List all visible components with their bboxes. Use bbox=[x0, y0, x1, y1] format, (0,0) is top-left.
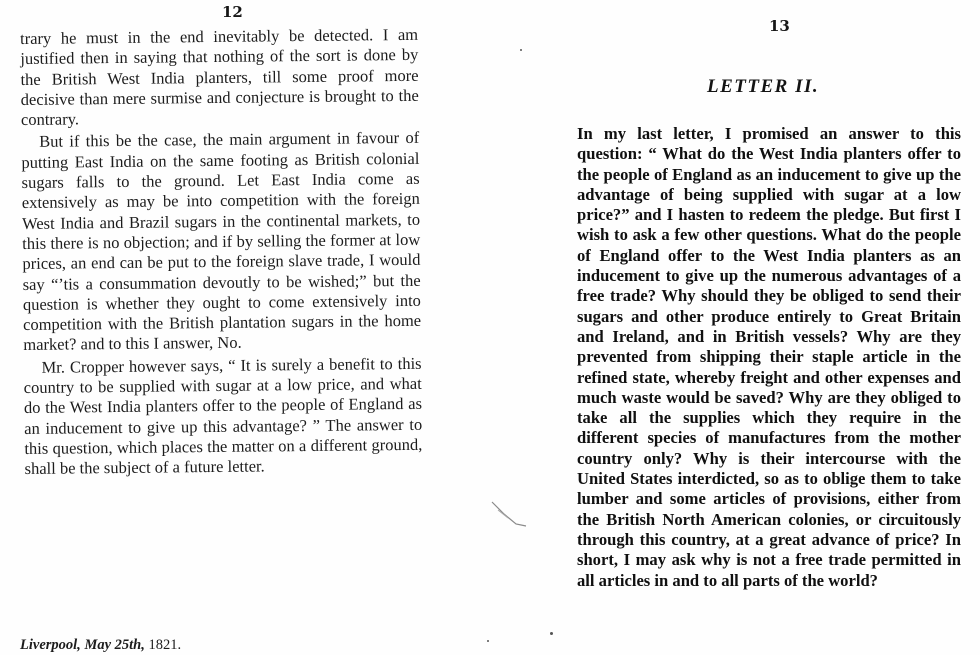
paper-speck bbox=[487, 640, 489, 642]
paragraph: Mr. Cropper however says, “ It is surely a benefit to this country to be supplied with sugar at a low price, and what do the West India planters offer to the people of England as an inducement to give up this advantage? ” The answer to this question, which places the matter on a different ground, shall be the subject of a future letter. bbox=[23, 353, 423, 479]
signoff-year: 1821. bbox=[148, 637, 182, 653]
left-page bbox=[0, 0, 470, 655]
left-page-body bbox=[20, 25, 423, 480]
signoff bbox=[20, 637, 181, 654]
paragraph: In my last letter, I promised an answer to this question: “ What do the West India planters offer to the people of England as an inducement to give up the advantage of being supplied with sugar at a low price?” and I hasten to redeem the pledge. But first I wish to ask a few other questions. What do the people of England offer to the West India planters as an inducement to give up the numerous advantages of a free trade? Why should they be obliged to send their sugars and other produce entirely to Great Britain and Ireland, and in British vessels? Why are they prevented from shipping their staple article in the refined state, whereby freight and other expenses and much waste would be saved? Why are they obliged to take all the supplies which they require in the different species of manufactures from the mother country only? Why is their intercourse with the United States interdicted, so as to oblige them to take lumber and some articles of provisions, either from the British North American colonies, or circuitously through this country, at a great advance of price? In short, I may ask why is not a free trade permitted in all articles in and to all parts of the world? bbox=[577, 124, 961, 590]
right-page bbox=[490, 0, 980, 655]
paragraph: trary he must in the end inevitably be detected. I am justified then in saying that nothing of the sort is done by the British West India planters, till some proof more decisive than mere surmise and conjecture is brought to the contrary. bbox=[20, 24, 419, 130]
page-number: 12 bbox=[222, 3, 243, 21]
signoff-date: May 25th, bbox=[84, 637, 145, 653]
right-page-body bbox=[577, 124, 961, 591]
signoff-place: Liverpool, bbox=[20, 637, 81, 653]
page-number: 13 bbox=[769, 17, 790, 35]
paragraph: But if this be the case, the main argument in favour of putting East India on the same footing as British colonial sugars falls to the ground. Let East India come as extensively as may be into competition with the foreign West India and Brazil sugars in the continental markets, to this there is no objection; and if by selling the former at low prices, an end can be put to the foreign slave trade, I would say “’tis a consummation devoutly to be wished;” but the question is whether they ought to come extensively into competition with the British plantation sugars in the home market? and to this I answer, No. bbox=[21, 128, 422, 355]
letter-heading: LETTER II. bbox=[707, 76, 820, 97]
